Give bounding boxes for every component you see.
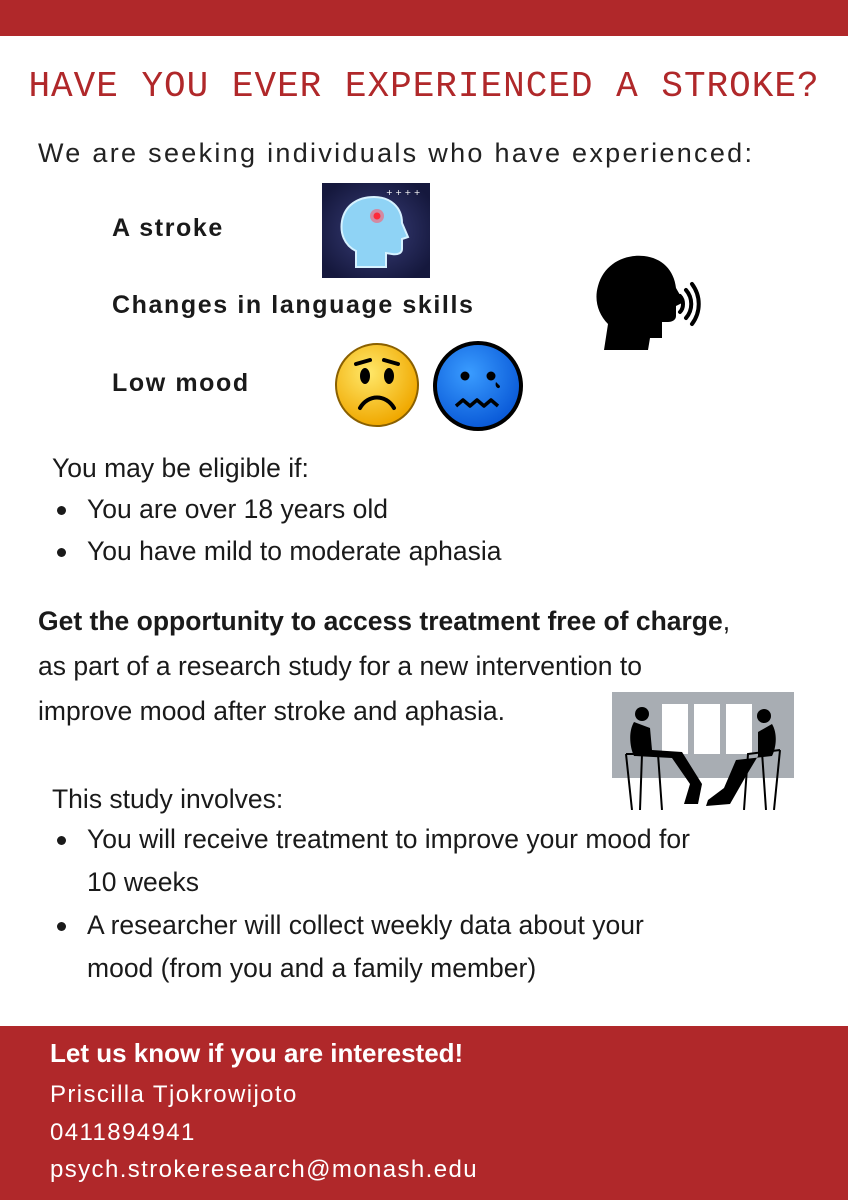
speaking-head-icon — [590, 250, 702, 350]
head-brain-icon — [322, 183, 430, 278]
eligibility-item: You are over 18 years old — [87, 494, 389, 524]
offer-bold-text: Get the opportunity to access treatment free of charge — [38, 606, 723, 636]
study-item-1-line-2: 10 weeks — [87, 867, 199, 897]
page-title: HAVE YOU EVER EXPERIENCED A STROKE? — [28, 66, 820, 107]
sad-face-blue-icon — [432, 340, 524, 432]
criterion-language: Changes in language skills — [112, 291, 475, 319]
eligibility-heading: You may be eligible if: — [52, 453, 309, 483]
therapy-session-icon — [612, 692, 794, 810]
offer-line-2: as part of a research study for a new intervention to — [38, 651, 642, 681]
svg-text:+ + + +: + + + + — [386, 188, 421, 197]
eligibility-item: You have mild to moderate aphasia — [87, 536, 502, 566]
offer-comma: , — [722, 606, 731, 636]
study-item-2-line-2: mood (from you and a family member) — [87, 953, 537, 983]
intro-text: We are seeking individuals who have experienced: — [38, 138, 755, 168]
contact-email[interactable]: psych.strokeresearch@monash.edu — [50, 1156, 478, 1183]
offer-line-1 — [38, 606, 730, 637]
offer-line-3: improve mood after stroke and aphasia. — [38, 696, 505, 726]
study-item-2-line-1: A researcher will collect weekly data about your — [87, 910, 644, 940]
contact-phone[interactable]: 0411894941 — [50, 1119, 196, 1146]
sad-face-yellow-icon — [334, 342, 420, 428]
footer-heading: Let us know if you are interested! — [50, 1038, 464, 1068]
bullet-icon — [57, 548, 66, 557]
contact-name: Priscilla Tjokrowijoto — [50, 1081, 298, 1108]
bullet-icon — [57, 922, 66, 931]
bullet-icon — [57, 836, 66, 845]
criterion-stroke: A stroke — [112, 214, 224, 242]
criterion-mood: Low mood — [112, 369, 250, 397]
study-heading: This study involves: — [52, 784, 284, 814]
bullet-icon — [57, 506, 66, 515]
top-banner — [0, 0, 848, 36]
study-item-1-line-1: You will receive treatment to improve your mood for — [87, 824, 690, 854]
